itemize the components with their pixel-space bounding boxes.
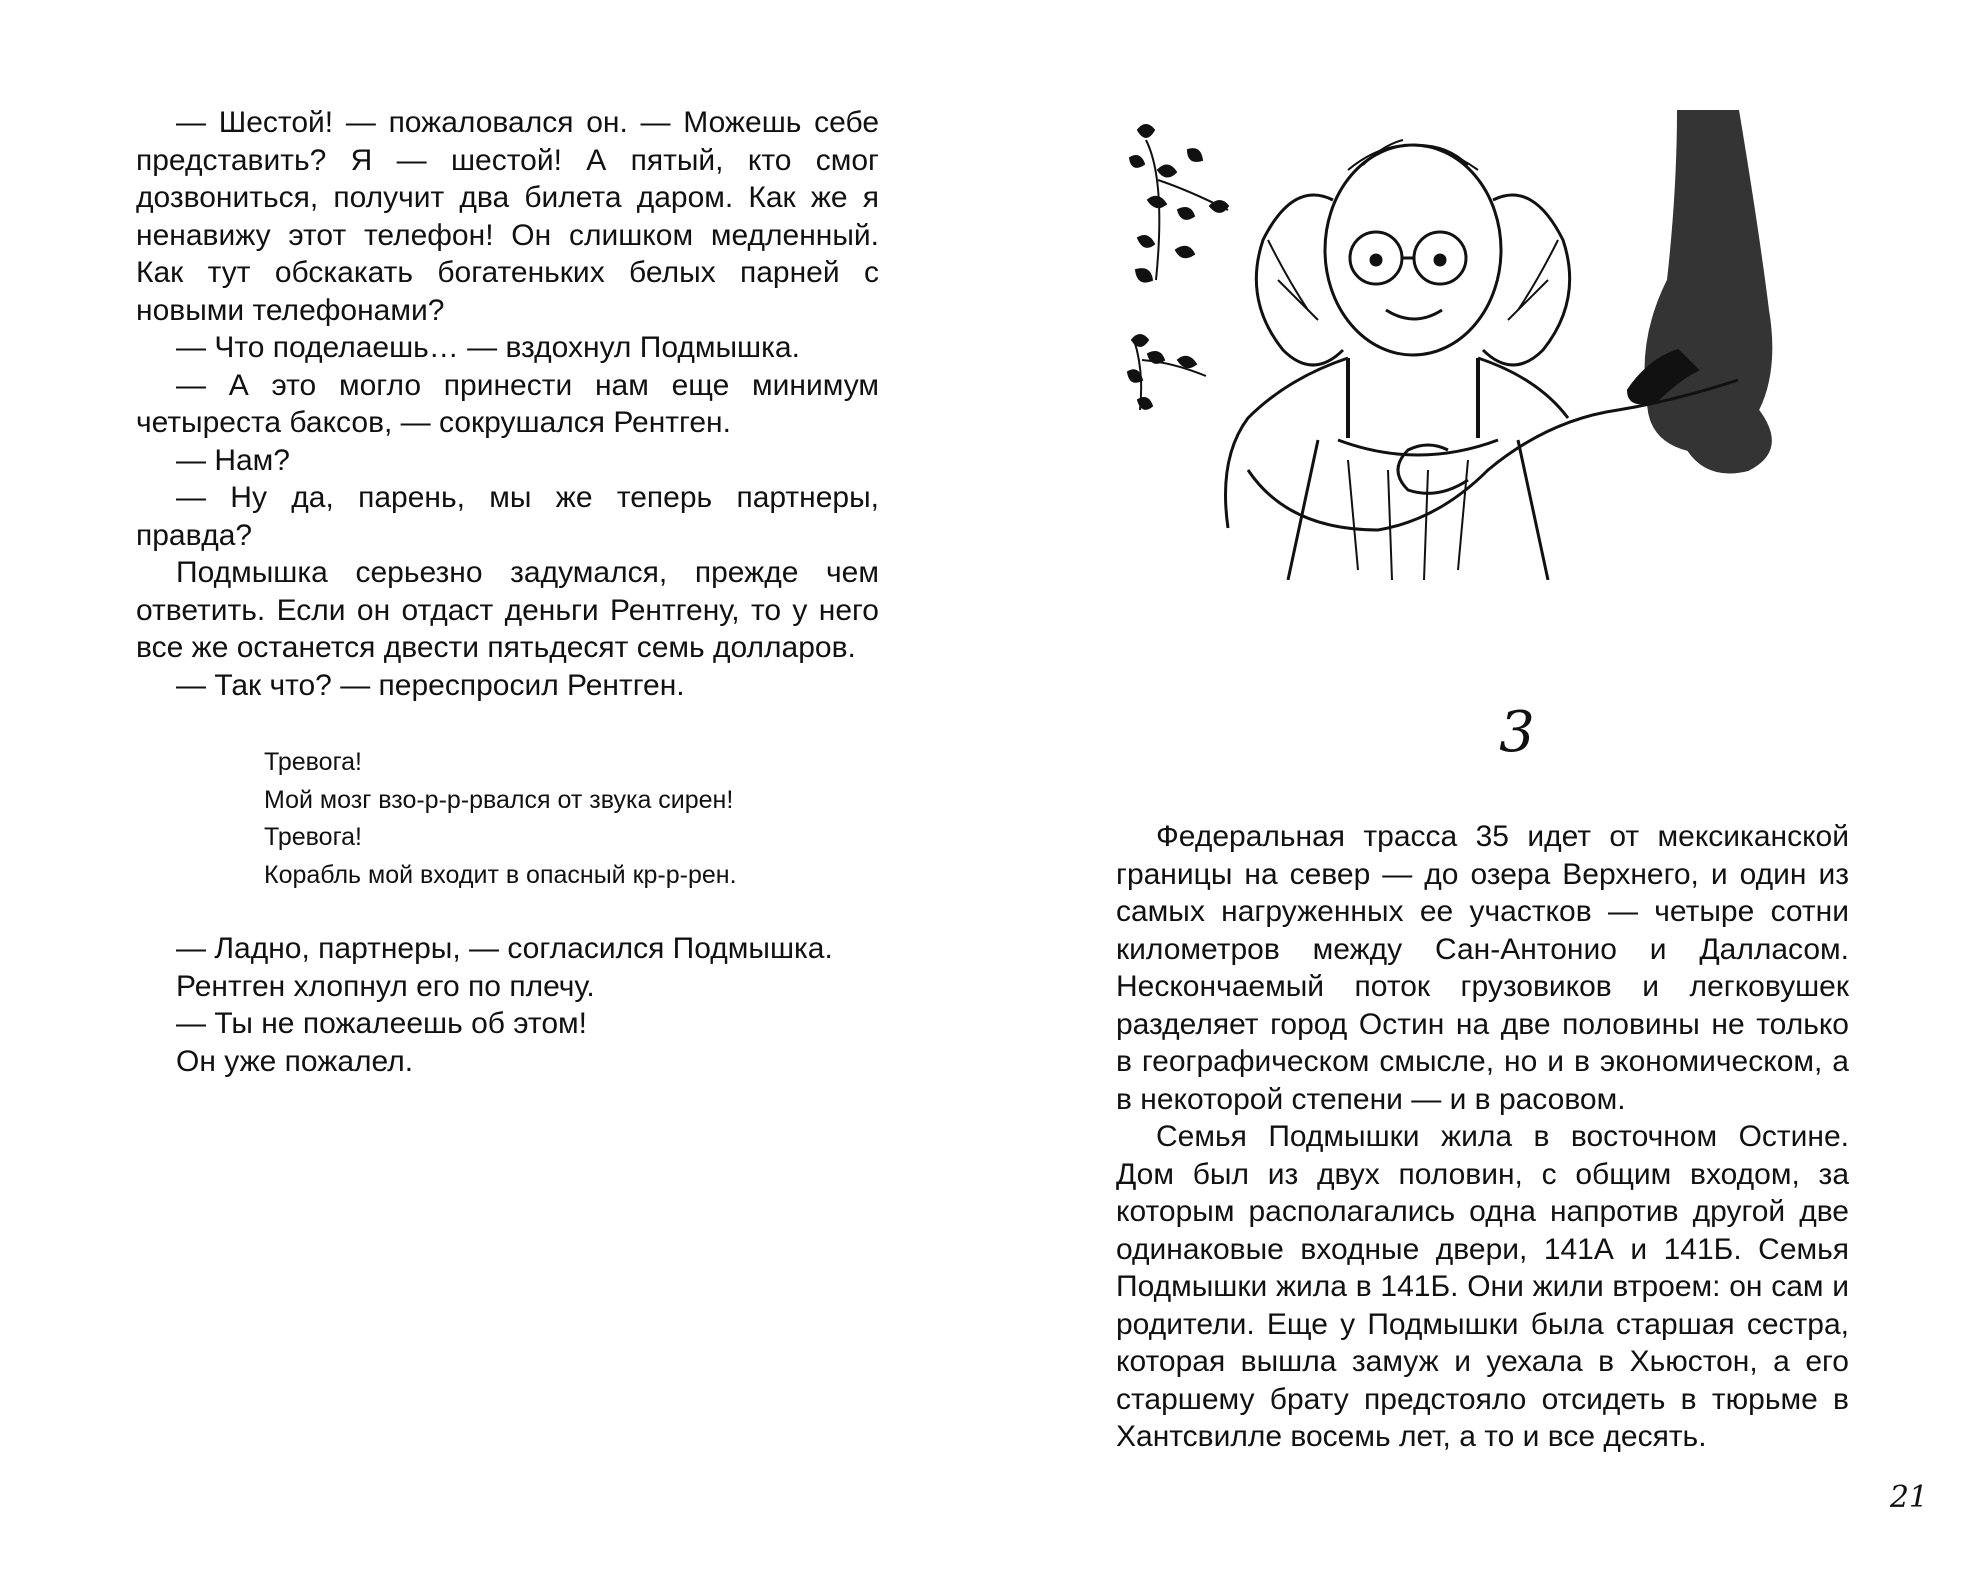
adult-arm [1628,110,1771,473]
poem-line: Тревога! [264,748,362,776]
leaf-sprig-bottom [1128,335,1206,410]
right-text [1116,818,1849,1456]
paragraph: — Нам? [176,443,290,477]
girl-illustration [1118,110,1848,580]
paragraph: Подмышка серьезно задумался, прежде чем ответить. Если он отдаст деньги Рентгену, то у него все же останется двести пятьдесят семь долларов. [136,556,879,664]
chapter-number: 3 [1499,700,1535,765]
poem-line: Корабль мой входит в опасный кр-р-рен. [264,860,737,889]
paragraph: Семья Подмышки жила в восточном Остине. Дом был из двух половин, с общим входом, за которым располагались одна напротив другой две одинаковые входные двери, 141А и 141Б. Семья Подмышки жила в 141Б. Они жили втроем: он сам и родители. Еще у Подмышки была старшая сестра, которая вышла замуж и уехала в Хьюстон, а его старшему брату предстояло отсидеть в тюрьме в Хантсвилле восемь лет, а то и все десять. [1116,1120,1849,1453]
paragraph: — Ты не пожалеешь об этом! [176,1007,587,1040]
page-number: 21 [1889,1480,1928,1515]
poem-line: Мой мозг взо-р-р-рвался от звука сирен! [264,785,734,814]
paragraph: Федеральная трасса 35 идет от мексиканской границы на север — до озера Верхнего, и один из самых нагруженных ее участков — четыре сотни километров между Сан-Антонио и Далласом. Нескончаемый поток грузовиков и легковушек разделяет город Остин на две половины не только в географическом смысле, но и в экономическом, а в некоторой степени — и в расовом. [1116,820,1849,1116]
leaf-sprig-top [1130,125,1228,282]
paragraph: — А это могло принести нам еще минимум четыреста баксов, — сокрушался Рентген. [136,368,879,439]
left-text-top [136,104,879,704]
poem-line: Тревога! [264,823,362,851]
paragraph: — Так что? — переспросил Рентген. [176,668,685,702]
poem [264,744,737,894]
paragraph: — Что поделаешь… — вздохнул Подмышка. [176,331,800,364]
paragraph: — Ну да, парень, мы же теперь партнеры, правда? [136,481,879,552]
left-text-bottom [136,930,879,1080]
paragraph: Рентген хлопнул его по плечу. [176,969,595,1003]
left-page [0,0,988,1582]
paragraph: — Ладно, партнеры, — согласился Подмышка. [176,932,833,965]
right-page [988,0,1977,1582]
paragraph: Он уже пожалел. [176,1044,414,1078]
paragraph: — Шестой! — пожаловался он. — Можешь себе представить? Я — шестой! А пятый, кто смог дозвониться, получит два билета даром. Как же я ненавижу этот телефон! Он слишком медленный. Как тут обскакать богатеньких белых парней с новыми телефонами? [136,106,879,327]
